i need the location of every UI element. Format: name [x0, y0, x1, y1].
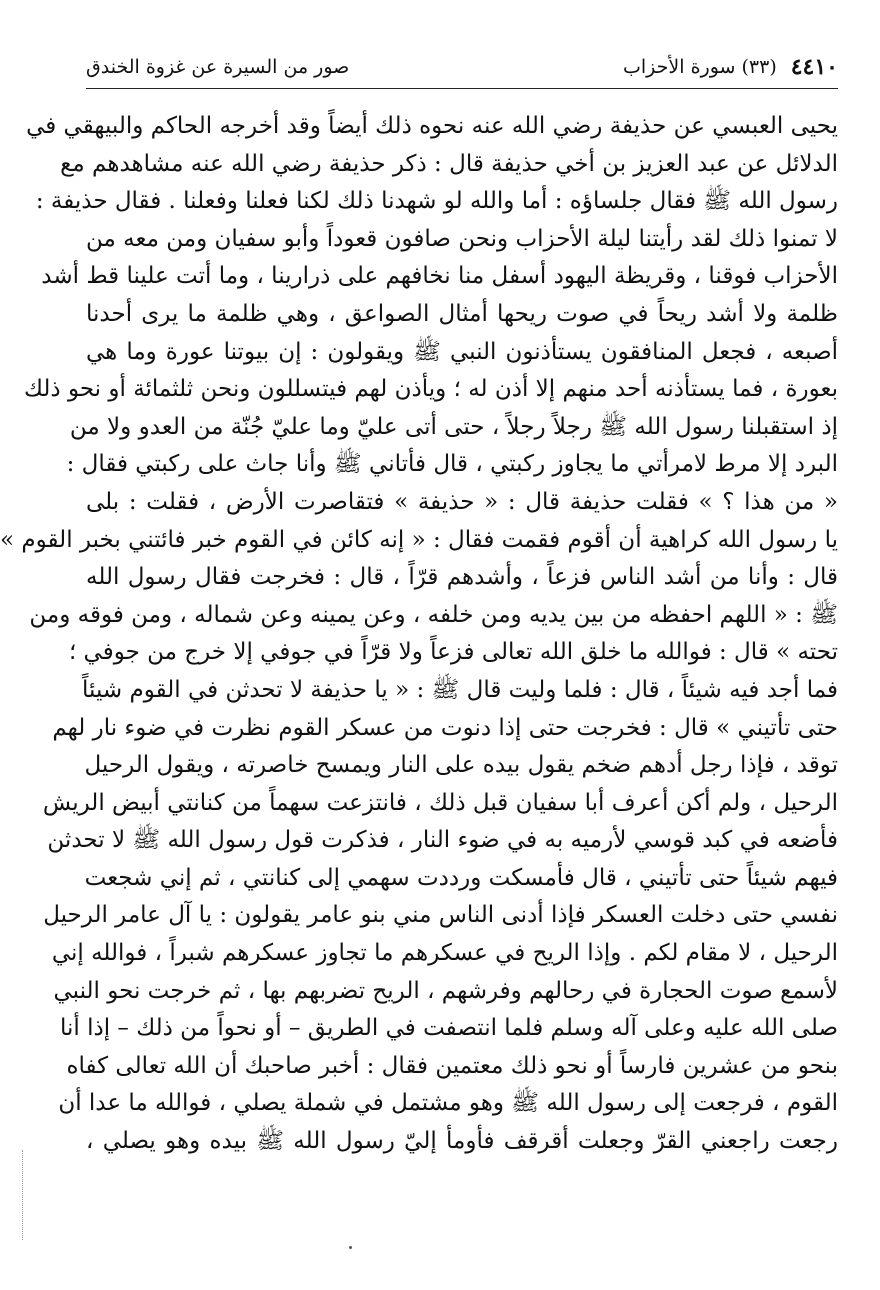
- text-line: بنحو من عشرين فارساً أو نحو ذلك معتمين فقال : أخبر صاحبك أن الله تعالى كفاه: [66, 1052, 838, 1079]
- text-line: ﷺ : « اللهم احفظه من بين يديه ومن خلفه ، وعن يمينه وعن شماله ، ومن فوقه ومن: [29, 601, 838, 628]
- page-number: ٤٤١٠: [790, 54, 838, 80]
- text-line: توقد ، فإذا رجل أدهم ضخم يقول بيده على النار ويمسح خاصرته ، ويقول الرحيل: [84, 752, 838, 779]
- text-line: الأحزاب فوقنا ، وقريظة اليهود أسفل منا نخافهم على ذرارينا ، وما أتت علينا قط أشد: [41, 263, 838, 290]
- header-right-group: [623, 54, 838, 80]
- text-line: رجعت راجعني القرّ وجعلت أقرقف فأومأ إليّ رسول الله ﷺ بيده وهو يصلي ،: [86, 1128, 838, 1155]
- text-line: رسول الله ﷺ فقال جلساؤه : أما والله لو شهدنا ذلك لكنا فعلنا وفعلنا . فقال حذيفة :: [35, 188, 838, 215]
- text-line: بعورة ، فما يستأذنه أحد منهم إلا أذن له ؛ ويأذن لهم فيتسللون ونحن ثلثمائة أو نحو ذلك: [24, 376, 838, 403]
- running-header: [86, 48, 838, 86]
- header-divider: [86, 88, 838, 89]
- surah-title: (٣٣) سورة الأحزاب: [623, 56, 777, 78]
- text-line: إذ استقبلنا رسول الله ﷺ رجلاً رجلاً ، حتى أتى عليّ وما عليّ جُنّة من العدو ولا من: [69, 413, 838, 440]
- text-line: فأضعه في كبد قوسي لأرميه به في ضوء النار ، فذكرت قول رسول الله ﷺ لا تحدثن: [47, 827, 838, 854]
- footer-dot: [349, 1246, 352, 1249]
- text-line: فيهم شيئاً حتى تأتيني ، قال فأمسكت ورددت سهمي إلى كنانتي ، ثم إني شجعت: [84, 864, 838, 891]
- text-line: القوم ، فرجعت إلى رسول الله ﷺ وهو مشتمل في شملة يصلي ، فوالله ما عدا أن: [58, 1090, 838, 1117]
- text-line: لا تمنوا ذلك لقد رأيتنا ليلة الأحزاب ونحن صافون قعوداً وأبو سفيان ومن معه من: [86, 225, 838, 252]
- body-text: [0, 108, 838, 1161]
- text-line: يا رسول الله كراهية أن أقوم فقمت فقال : « إنه كائن في القوم خبر فائتني بخبر القوم »: [0, 526, 838, 553]
- text-line: يحيى العبسي عن حذيفة رضي الله عنه نحوه ذلك أيضاً وقد أخرجه الحاكم والبيهقي في: [26, 113, 838, 139]
- text-line: أصبعه ، فجعل المنافقون يستأذنون النبي ﷺ ويقولون : إن بيوتنا عورة وما هي: [86, 338, 838, 365]
- text-line: الدلائل عن عبد العزيز بن أخي حذيفة قال : ذكر حذيفة رضي الله عنه مشاهدهم مع: [60, 150, 838, 177]
- text-line: لأسمع صوت الحجارة في رحالهم وفرشهم ، الريح تضربهم بها ، ثم خرجت نحو النبي: [53, 977, 838, 1004]
- text-line: صلى الله عليه وعلى آله وسلم فلما انتصفت في الطريق – أو نحواً من ذلك – إذا أنا: [59, 1015, 838, 1042]
- text-line: ظلمة ولا أشد ريحاً في صوت ريحها أمثال الصواعق ، وهي ظلمة ما يرى أحدنا: [86, 300, 838, 327]
- text-line: فما أجد فيه شيئاً ، قال : فلما وليت قال ﷺ : « يا حذيفة لا تحدثن في القوم شيئاً: [82, 676, 838, 703]
- text-line: حتى تأتيني » قال : فخرجت حتى إذا دنوت من عسكر القوم نظرت في ضوء نار لهم: [52, 714, 838, 741]
- section-title: صور من السيرة عن غزوة الخندق: [86, 56, 350, 78]
- text-line: البرد إلا مرط لامرأتي ما يجاوز ركبتي ، قال فأتاني ﷺ وأنا جاث على ركبتي فقال :: [66, 451, 838, 478]
- text-line: قال : وأنا من أشد الناس فزعاً ، وأشدهم قرّاً ، قال : فخرجت فقال رسول الله: [86, 564, 838, 591]
- page-edge-mark: [22, 1150, 26, 1240]
- text-line: تحته » قال : فوالله ما خلق الله تعالى فزعاً ولا قرّاً في جوفي إلا خرج من جوفي ؛: [68, 639, 838, 666]
- text-line: الرحيل ، لا مقام لكم . وإذا الريح في عسكرهم ما تجاوز عسكرهم شبراً ، فوالله إني: [51, 940, 838, 967]
- text-line: « من هذا ؟ » فقلت حذيفة قال : « حذيفة » فتقاصرت الأرض ، فقلت : بلى: [86, 488, 838, 515]
- text-line: نفسي حتى دخلت العسكر فإذا أدنى الناس مني بنو عامر يقولون : يا آل عامر الرحيل: [43, 902, 838, 929]
- text-line: الرحيل ، ولم أكن أعرف أبا سفيان قبل ذلك ، فانتزعت سهماً من كنانتي أبيض الريش: [42, 789, 838, 816]
